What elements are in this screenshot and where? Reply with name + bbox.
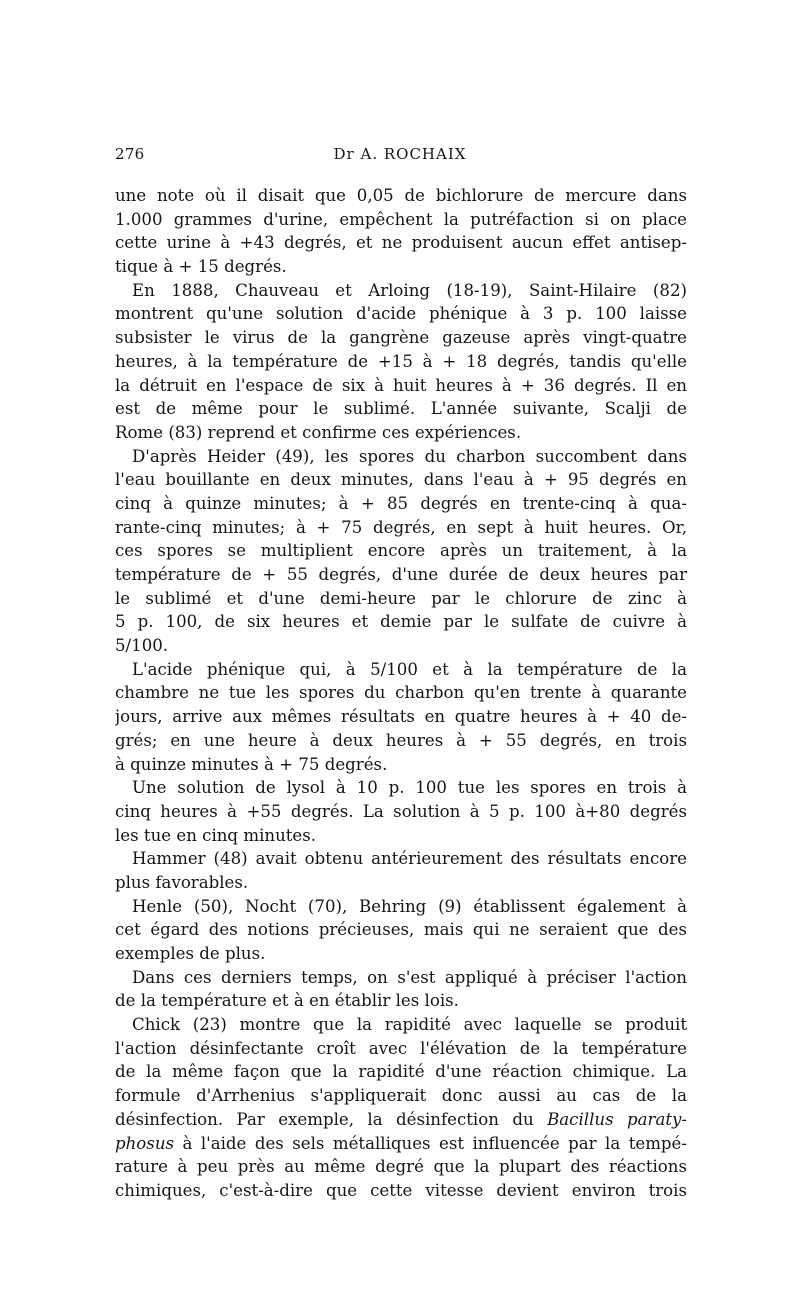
text-line: de la température et à en établir les lois. xyxy=(115,991,459,1011)
text-line xyxy=(115,1132,687,1156)
text-line: Dans ces derniers temps, on s'est appliqué à préciser l'action xyxy=(132,967,687,987)
text-line: 1.000 grammes d'urine, empêchent la putréfaction si on place xyxy=(115,209,687,229)
text-line: rante-cinq minutes; à + 75 degrés, en sept à huit heures. Or, xyxy=(115,517,687,537)
text-line: les tue en cinq minutes. xyxy=(115,825,317,845)
text-line: ces spores se multiplient encore après un traitement, à la xyxy=(115,541,687,561)
text-line: exemples de plus. xyxy=(115,944,266,963)
text-line: 5 p. 100, de six heures et demie par le sulfate de cuivre à xyxy=(115,612,687,632)
text-line: Rome (83) reprend et confirme ces expériences. xyxy=(115,422,522,442)
text-line: cette urine à +43 degrés, et ne produisent aucun effet antisep- xyxy=(115,233,687,253)
text-line: température de + 55 degrés, d'une durée de deux heures par xyxy=(115,565,687,584)
text-line: subsister le virus de la gangrène gazeuse après vingt-quatre xyxy=(115,328,687,348)
text-line: Hammer (48) avait obtenu antérieurement des résultats encore xyxy=(132,849,687,869)
text-line: D'après Heider (49), les spores du charbon succombent dans xyxy=(132,446,687,466)
body-text xyxy=(115,184,687,1203)
text-line xyxy=(115,1108,687,1132)
text-line: grés; en une heure à deux heures à + 55 degrés, en trois xyxy=(115,730,687,750)
text-line: 5/100. xyxy=(115,636,169,656)
page-number: 276 xyxy=(115,145,145,163)
text-line: l'action désinfectante croît avec l'élévation de la température xyxy=(115,1038,687,1058)
text-line: cinq heures à +55 degrés. La solution à 5 p. 100 à+80 degrés xyxy=(115,801,687,821)
text-line: formule d'Arrhenius s'appliquerait donc aussi au cas de la xyxy=(115,1086,687,1106)
text-line: l'eau bouillante en deux minutes, dans l'eau à + 95 degrés en xyxy=(115,470,687,490)
text-line: En 1888, Chauveau et Arloing (18-19), Saint-Hilaire (82) xyxy=(132,280,687,300)
text-line: jours, arrive aux mêmes résultats en quatre heures à + 40 de- xyxy=(115,707,687,727)
text-line: cinq à quinze minutes; à + 85 degrés en trente-cinq à qua- xyxy=(115,493,687,513)
text-line: plus favorables. xyxy=(115,872,249,892)
italic-species-name: Bacillus paraty- xyxy=(547,1109,687,1129)
text-line: Une solution de lysol à 10 p. 100 tue les spores en trois à xyxy=(132,778,687,798)
italic-species-name: phosus xyxy=(115,1133,175,1153)
text-line: cet égard des notions précieuses, mais qui ne seraient que des xyxy=(115,920,687,940)
text-segment: désinfection. Par exemple, la désinfection du xyxy=(115,1109,548,1129)
text-line: une note où il disait que 0,05 de bichlorure de mercure dans xyxy=(115,186,687,205)
text-segment: à l'aide des sels métalliques est influencée par la tempé- xyxy=(174,1133,687,1153)
text-line: chimiques, c'est-à-dire que cette vitesse devient environ trois xyxy=(115,1180,687,1200)
text-line: chambre ne tue les spores du charbon qu'en trente à quarante xyxy=(115,683,687,703)
text-line: Henle (50), Nocht (70), Behring (9) établissent également à xyxy=(132,896,687,916)
text-line: la détruit en l'espace de six à huit heures à + 36 degrés. Il en xyxy=(115,375,687,395)
text-line: est de même pour le sublimé. L'année suivante, Scalji de xyxy=(115,399,687,419)
text-line: le sublimé et d'une demi-heure par le chlorure de zinc à xyxy=(115,588,687,608)
running-title: Dr A. ROCHAIX xyxy=(333,145,467,163)
running-head xyxy=(115,145,685,169)
text-line: L'acide phénique qui, à 5/100 et à la température de la xyxy=(132,659,687,679)
text-line: tique à + 15 degrés. xyxy=(115,257,287,277)
text-line: rature à peu près au même degré que la plupart des réactions xyxy=(115,1157,687,1177)
text-line: montrent qu'une solution d'acide phénique à 3 p. 100 laisse xyxy=(115,304,687,324)
text-line: à quinze minutes à + 75 degrés. xyxy=(115,754,388,774)
text-line: heures, à la température de +15 à + 18 degrés, tandis qu'elle xyxy=(115,351,687,371)
text-line: de la même façon que la rapidité d'une réaction chimique. La xyxy=(115,1062,687,1082)
text-line: Chick (23) montre que la rapidité avec laquelle se produit xyxy=(132,1015,687,1035)
